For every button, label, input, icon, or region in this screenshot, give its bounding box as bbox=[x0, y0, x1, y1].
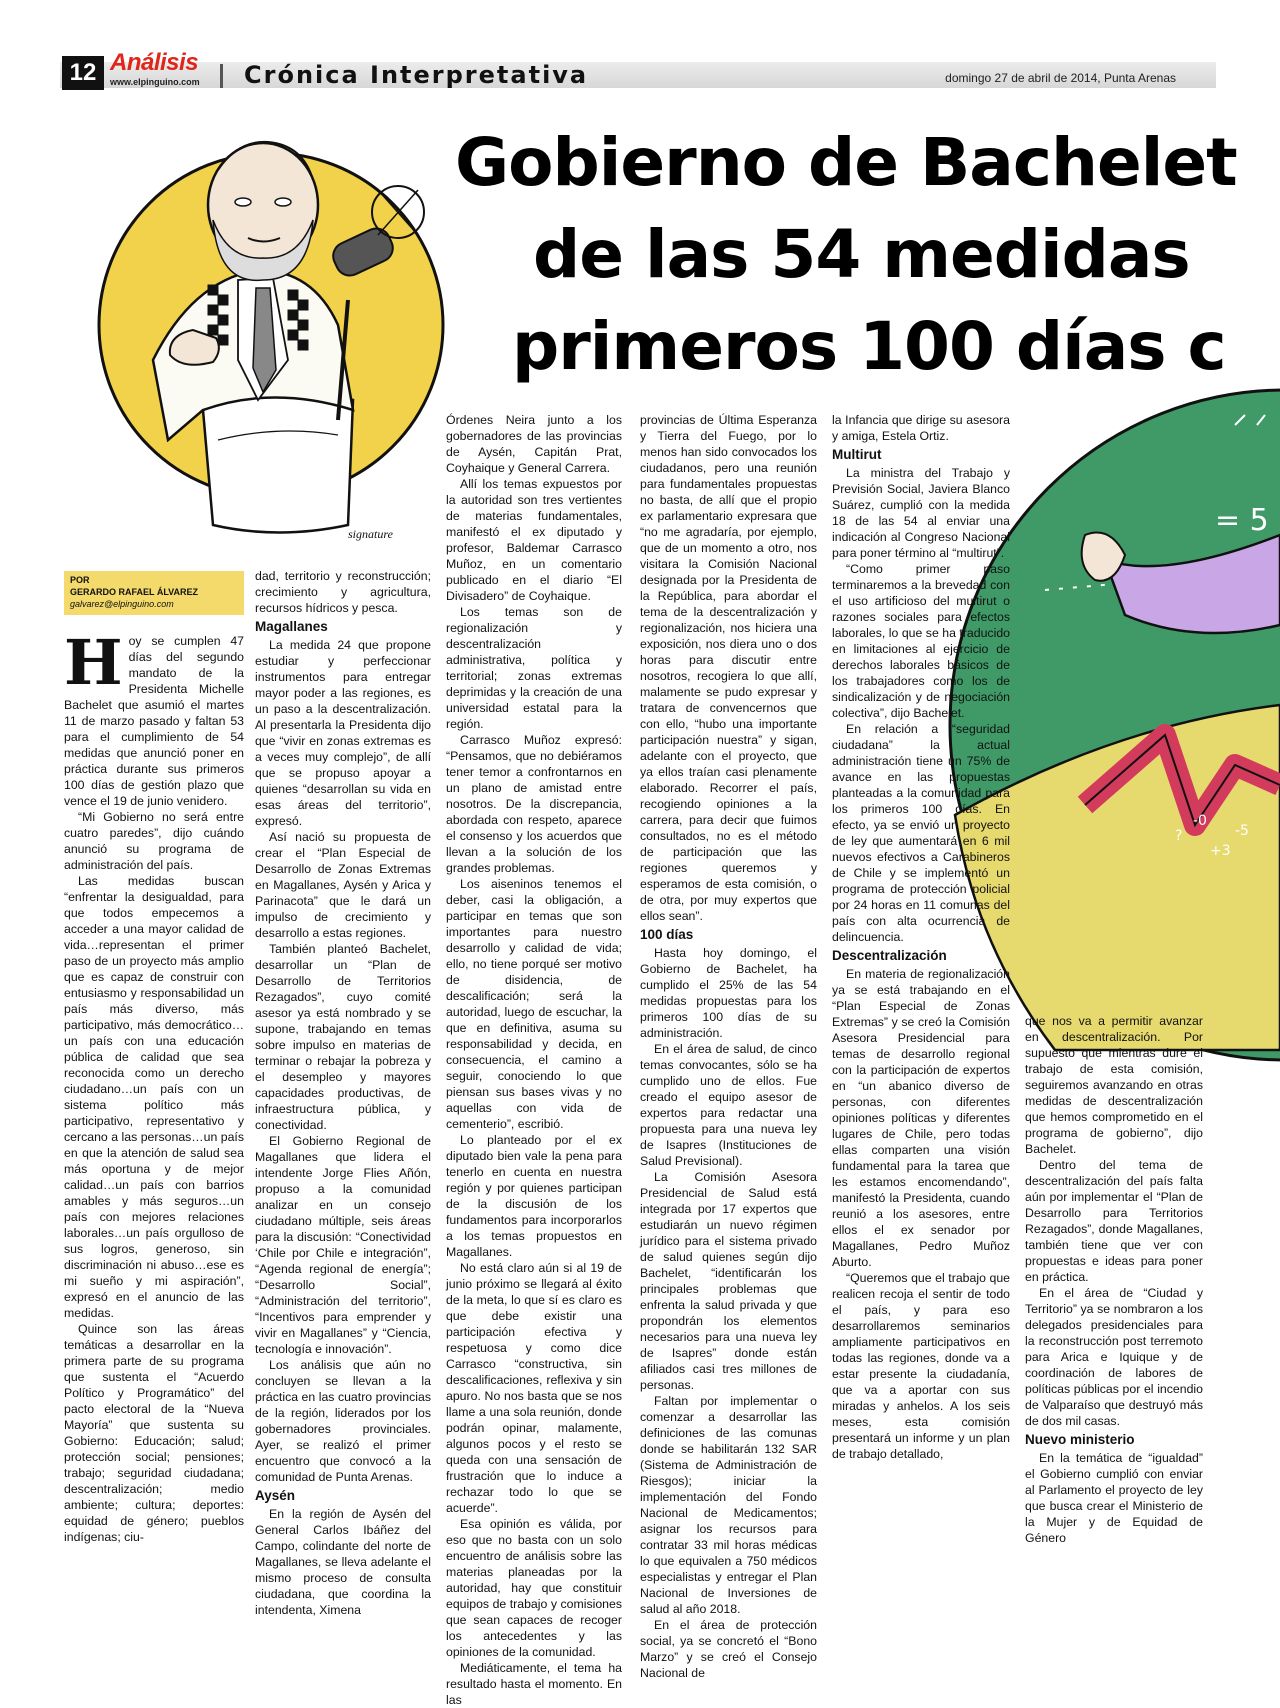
headline-line-1: Gobierno de Bachelet bbox=[455, 124, 1237, 201]
paragraph: Mediáticamente, el tema ha resultado hasta el momento. En las bbox=[446, 1661, 622, 1707]
chalk-equation: = 5 bbox=[1215, 503, 1269, 538]
svg-text:+3: +3 bbox=[1210, 843, 1231, 859]
article-column-3 bbox=[446, 412, 622, 1708]
paragraph: Órdenes Neira junto a los gobernadores de las provincias de Aysén, Capitán Prat, Coyhaique y General Carrera. bbox=[446, 413, 622, 475]
article-column-4 bbox=[640, 412, 817, 1681]
paragraph: dad, territorio y reconstrucción; crecimiento y agricultura, recursos hídricos y pesca. bbox=[255, 569, 431, 615]
paragraph: Carrasco Muñoz expresó: “Pensamos, que no debiéramos tener temor a confrontarnos en un plano de amistad entre nosotros. De la discrepancia, abordada con respeto, aparece el consenso y los acuerdos que llevan a la solución de los grandes problemas. bbox=[446, 733, 622, 875]
headline-line-3: primeros 100 días c bbox=[512, 308, 1226, 385]
paragraph: Lo planteado por el ex diputado bien vale la pena para tenerlo en cuenta en nuestra región y por quienes participan de la discusión de los fundamentos para incorporarlos a los temas propuestos en Magallanes. bbox=[446, 1133, 622, 1259]
paragraph: La ministra del Trabajo y Previsión Social, Javiera Blanco Suárez, cumplió con la medida 18 de las 54 al enviar una indicación al Congreso Nacional para poner término al “multirut”. bbox=[832, 466, 1010, 560]
podium bbox=[203, 392, 353, 533]
page-header bbox=[60, 46, 1216, 94]
paragraph: No está claro aún si al 19 de junio próximo se llegará al éxito de la meta, lo que sí es claro es que debe existir una participación efectiva y respetuosa y como dice Carrasco “constructiva, sin descalificaciones, reflexiva y sin apuro. No nos basta que se nos llame a una sola reunión, donde podrán opinar, malamente, algunos pocos y el resto se queda con una sensación de frustración que lo induce a rechazar todo lo que se acuerde”. bbox=[446, 1261, 622, 1515]
paragraph: “Mi Gobierno no será entre cuatro paredes”, dijo cuándo anunció su programa de administración del país. bbox=[64, 810, 244, 872]
header-divider bbox=[220, 64, 223, 88]
svg-text:?: ? bbox=[1175, 828, 1183, 844]
brand-name: Análisis bbox=[110, 49, 199, 76]
paragraph: En el área de salud, de cinco temas convocantes, sólo se ha cumplido uno de ellos. Fue creado el equipo asesor de expertos para redactar una propuesta para una nueva ley de Isapres (Instituciones de Salud Previsional). bbox=[640, 1042, 817, 1168]
paragraph: la Infancia que dirige su asesora y amiga, Estela Ortiz. bbox=[832, 413, 1010, 443]
paragraph: En materia de regionalización ya se está trabajando en el “Plan Especial de Zonas Extremas” y se creó la Comisión Asesora Presidencial para temas de desarrollo regional con la participación de expertos en “un abanico diverso de personas, con diferentes opiniones políticas y diferentes lugares de Chile, pero todas ellas comparten una visión fundamental para la tarea que les estamos encomendando”, manifestó la Presidenta, cuando reunió a los asesores, entre ellos el ex senador por Magallanes, Pedro Muñoz Aburto. bbox=[832, 967, 1010, 1269]
paragraph: También planteó Bachelet, desarrollar un “Plan de Desarrollo de Territorios Rezagados”, cuyo comité asesor ya está nombrado y se supone, trabajando en temas sobre impulso en materias de terminar o rebajar la pobreza y el desempleo y mayores capacidades productivas, de infraestructura pública, y conectividad. bbox=[255, 942, 431, 1132]
byline-label: POR bbox=[70, 575, 90, 585]
byline bbox=[64, 571, 244, 615]
subhead-nuevo-ministerio: Nuevo ministerio bbox=[1025, 1432, 1135, 1447]
subhead-magallanes: Magallanes bbox=[255, 619, 328, 634]
paragraph: “Como primer paso terminaremos a la brevedad con el uso artificioso del multirut o razones sociales para efectos laborales, lo que se ha traducido en limitaciones al ejercicio de derechos laborales básicos de los trabajadores como los de sindicalización y de negociación colectiva”, dijo Bachelet. bbox=[832, 562, 1010, 720]
subhead-descentralizacion: Descentralización bbox=[832, 948, 947, 963]
paragraph: Los aiseninos tenemos el deber, casi la obligación, a participar en temas que son importantes para nuestro desarrollo y calidad de vida; ello, no tiene porqué ser motivo de disidencia, de descalificación; será la autoridad, luego de escuchar, la que en definitiva, asuma su responsabilidad y decida, en consecuencia, el camino a seguir, conociendo lo que piensan sus bases vivas y no aquellas con vida de cementerio”, escribió. bbox=[446, 877, 622, 1131]
paragraph: La Comisión Asesora Presidencial de Salud está integrada por 17 expertos que estudiarán un nuevo régimen jurídico para el sistema privado de salud quienes según dijo Bachelet, “identificarán los principales problemas que enfrenta la salud privada y que propondrán los elementos necesarios para una nueva ley de Isapres” donde están afiliados casi tres millones de personas. bbox=[640, 1170, 817, 1392]
paragraph: En la región de Aysén del General Carlos Ibáñez del Campo, colindante del norte de Magallanes, se lleva adelante el mismo proceso de consulta ciudadana, que coordina la intendenta, Ximena bbox=[255, 1507, 431, 1617]
paragraph: “Queremos que el trabajo que realicen recoja el sentir de todo el país, y para eso desarrollaremos seminarios ampliamente participativos en todas las regiones, donde va a estar presente la ciudadanía, que va a aportar con sus miradas y anhelos. A los seis meses, esta comisión presentará un informe y un plan de trabajo detallado, bbox=[832, 1271, 1010, 1461]
byline-author: GERARDO RAFAEL ÁLVAREZ bbox=[70, 587, 199, 597]
svg-text:-5: -5 bbox=[1235, 823, 1249, 839]
dateline: domingo 27 de abril de 2014, Punta Arenas bbox=[945, 71, 1176, 85]
brand-logo[interactable] bbox=[110, 50, 218, 90]
paragraph: El Gobierno Regional de Magallanes que lidera el intendente Jorge Flies Añón, propuso a la comunidad analizar en un consejo ciudadano múltiple, seis áreas para la discusión: “Conectividad ‘Chile por Chile e integración”, “Agenda regional de energía”; “Desarrollo Social”, “Administración del territorio”, “Incentivos para emprender y vivir en Magallanes” y “Ciencia, tecnología e innovación”. bbox=[255, 1134, 431, 1356]
subhead-multirut: Multirut bbox=[832, 447, 882, 462]
caricature-illustration bbox=[98, 110, 443, 550]
section-title: Crónica Interpretativa bbox=[244, 61, 589, 89]
headline bbox=[455, 125, 1280, 395]
subhead-100-dias: 100 días bbox=[640, 927, 694, 942]
paragraph: Esa opinión es válida, por eso que no basta con un solo encuentro de análisis sobre las materias planeadas por la autoridad, hay que constituir equipos de trabajo y comisiones que sean capaces de recoger los antecedentes y las opiniones de la comunidad. bbox=[446, 1517, 622, 1659]
brand-url[interactable]: www.elpinguino.com bbox=[110, 77, 200, 87]
paragraph: En relación a “seguridad ciudadana” la actual administración tiene un 75% de avance en las propuestas planteadas a la comunidad para los primeros 100 días. En efecto, ya se envió un proyecto de ley que aumentará en 6 mil nuevos efectivos a Carabineros de Chile y se implementó un programa de protección policial por 24 horas en 11 comunas del país con alta ocurrencia de delincuencia. bbox=[832, 722, 1010, 944]
paragraph: La medida 24 que propone estudiar y perfeccionar instrumentos para entregar mayor poder a las regiones, es un paso a la descentralización. Al presentarla la Presidenta dijo que “vivir en zonas extremas es a veces muy complejo”, de allí que se propuso apoyar a quienes “desarrollan su vida en esas áreas del territorio”, expresó. bbox=[255, 638, 431, 828]
paragraph: Los análisis que aún no concluyen se llevan a la práctica en las cuatro provincias de la región, liderados por los gobernadores provinciales. Ayer, se realizó el primer encuentro que convocó a la comunidad de Punta Arenas. bbox=[255, 1358, 431, 1484]
article-column-1 bbox=[64, 626, 244, 1545]
paragraph: Así nació su propuesta de crear el “Plan Especial de Desarrollo de Zonas Extremas en Magallanes, Aysén y Arica y Parinacota” que le dará un impulso de crecimiento y desarrollo a estas regiones. bbox=[255, 830, 431, 940]
article-column-6 bbox=[1025, 1013, 1203, 1546]
page-number: 12 bbox=[62, 56, 104, 90]
paragraph: Las medidas buscan “enfrentar la desigualdad, para que todos empecemos a acceder a una mayor calidad de vida…representan el primer paso de un proyecto más amplio que es capaz de construir con entusiasmo y responsabilidad un país más diverso, más participativo, más democrático…un país con una educación pública de calidad que sea reconocida como un derecho ciudadano…un país con un sistema político más participativo, representativo y cercano a las personas…un país en que la atención de salud sea más oportuna y de mejor calidad…un país con barrios amables y más seguros…un país con mejores relaciones laborales…un país orgulloso de sus logros, generoso, sin discriminación ni abuso…ese es mi sueño y mi aspiración”, expresó en el anuncio de las medidas. bbox=[64, 874, 244, 1320]
paragraph: En el área de protección social, ya se concretó el “Bono Marzo” y se creó el Consejo Nacional de bbox=[640, 1618, 817, 1680]
paragraph: En la temática de “igualdad” el Gobierno cumplió con enviar al Parlamento el proyecto de ley que busca crear el Ministerio de la Mujer y de Equidad de Género bbox=[1025, 1451, 1203, 1545]
paragraph: Quince son las áreas temáticas a desarrollar en la primera parte de su programa que sustenta el “Acuerdo Político y Programático” del pacto electoral de la “Nueva Mayoría” que sustenta su Gobierno: Educación; salud; protección social; pensiones; trabajo; seguridad ciudadana; descentralización; medio ambiente; cultura; deportes: equidad de género; pueblos indígenas; ciu- bbox=[64, 1322, 244, 1544]
paragraph: Los temas son de regionalización y descentralización administrativa, política y territorial; zonas extremas deprimidas y la creación de una universidad estatal para la región. bbox=[446, 605, 622, 731]
article-column-2 bbox=[255, 568, 431, 1618]
headline-line-2: de las 54 medidas bbox=[533, 216, 1190, 293]
svg-text:-0: -0 bbox=[1193, 813, 1207, 829]
svg-text:signature: signature bbox=[348, 527, 393, 541]
paragraph: que nos va a permitir avanzar en descentralización. Por supuesto que mientras dure el trabajo de esta comisión, seguiremos avanzando en otras medidas de descentralización que hemos comprometido en el programa de gobierno”, dijo Bachelet. bbox=[1025, 1014, 1203, 1156]
article-column-5 bbox=[832, 412, 1010, 1462]
paragraph: Dentro del tema de descentralización del país falta aún por implementar el “Plan de Desarrollo para Territorios Rezagados”, donde Magallanes, también tiene que ver con propuestas e ideas para poner en práctica. bbox=[1025, 1158, 1203, 1284]
paragraph: provincias de Última Esperanza y Tierra del Fuego, por lo menos han sido convocados los ciudadanos, pero una reunión para fundamentales propuestas no basta, de allí que el propio ex parlamentario expresara que “no me agradaría, por ejemplo, que de un momento a otro, nos visitara la Comisión Nacional designada por la Presidenta de la República, para abordar el tema de la descentralización y regionalización, nos hiciera una exposición, nos diera uno o dos horas para discutir entre nosotros, recogiera lo que allí, malamente se pudo expresar y tratara de convencernos que con ello, “hubo una importante participación nuestra” y sigan, adelante con el proyecto, que ya ellos traían casi plenamente elaborado. Recorrer el país, recogiendo opiniones a la carrera, para decir que fuimos consultados, no es el método de participación que las regiones queremos y esperamos de esta comisión, o de otra, por muy expertos que ellos sean”. bbox=[640, 413, 817, 923]
paragraph: Hoy se cumplen 47 días del segundo mandato de la Presidenta Michelle Bachelet que asumió el martes 11 de marzo pasado y faltan 53 para el cumplimiento de 54 medidas que anunció poner en práctica durante sus primeros 100 días de gestión plazo que vence el 19 de junio venidero. bbox=[64, 626, 244, 808]
paragraph: En el área de “Ciudad y Territorio” ya se nombraron a los delegados presidenciales para la reconstrucción post terremoto para Arica e Iquique y de coordinación de labores de políticas públicas por el incendio de Valparaíso que destruyó más de dos mil casas. bbox=[1025, 1286, 1203, 1428]
paragraph: Allí los temas expuestos por la autoridad son tres vertientes de materias fundamentales, manifestó el ex diputado y profesor, Baldemar Carrasco Muñoz, en un comentario publicado en el diario “El Divisadero” de Coyhaique. bbox=[446, 477, 622, 603]
paragraph: Faltan por implementar o comenzar a desarrollar las definiciones de las comunas donde se habilitarán 132 SAR (Sistema de Administración de Riesgos); iniciar la implementación del Fondo Nacional de Medicamentos; asignar los recursos para contratar 33 mil horas médicas lo que equivalen a 750 médicos especialistas y entregar el Plan Nacional de Inversiones de salud al año 2018. bbox=[640, 1394, 817, 1616]
subhead-aysen: Aysén bbox=[255, 1488, 296, 1503]
byline-email[interactable]: galvarez@elpinguino.com bbox=[70, 599, 174, 609]
dropcap: H bbox=[64, 626, 123, 699]
paragraph: Hasta hoy domingo, el Gobierno de Bachelet, ha cumplido el 25% de las 54 medidas propuestas para los primeros 100 días de su administración. bbox=[640, 946, 817, 1040]
